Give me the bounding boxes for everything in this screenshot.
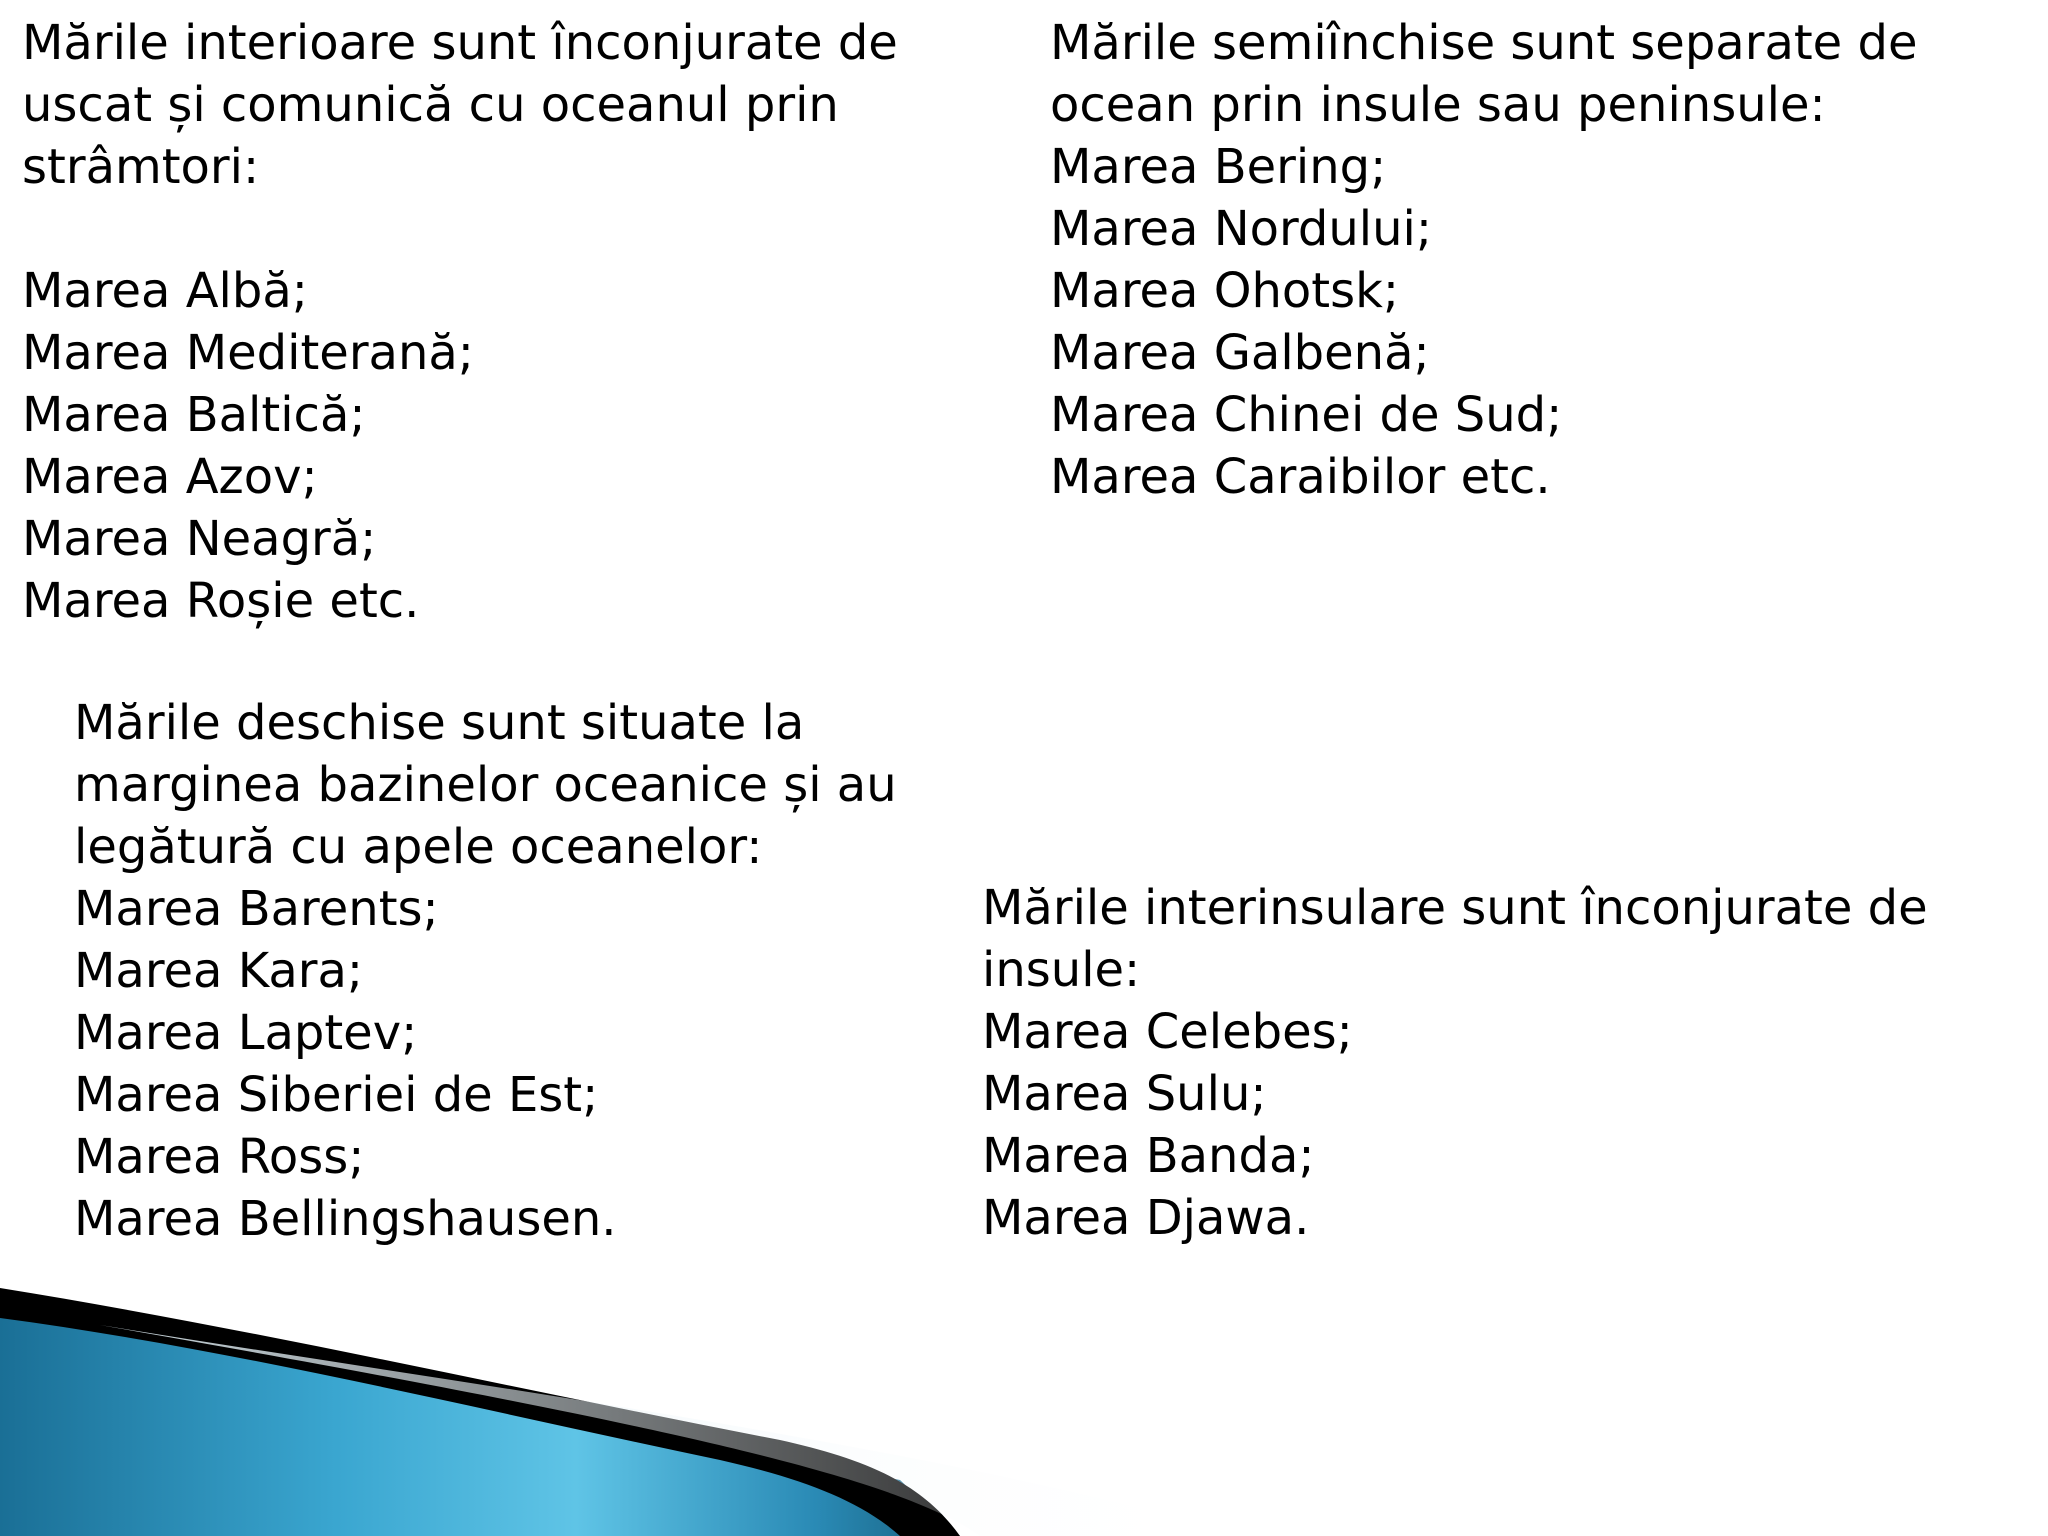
interior-seas-section — [22, 12, 898, 632]
interinsular-sea-item: Marea Sulu; — [982, 1066, 1267, 1122]
semi-closed-sea-item: Marea Ohotsk; — [1050, 263, 1400, 319]
interinsular-sea-item: Marea Banda; — [982, 1128, 1315, 1184]
interinsular-intro-line: Mările interinsulare sunt înconjurate de — [982, 880, 1928, 936]
interinsular-sea-item: Marea Celebes; — [982, 1004, 1353, 1060]
wave-blue-band — [0, 1300, 960, 1536]
open-intro-line: marginea bazinelor oceanice și au — [74, 757, 897, 813]
interior-intro-line: uscat și comunică cu oceanul prin — [22, 77, 839, 133]
wave-light-band — [100, 1325, 1250, 1536]
semi-closed-sea-item: Marea Galbenă; — [1050, 325, 1430, 381]
semi-closed-sea-item: Marea Chinei de Sud; — [1050, 387, 1563, 443]
semi-closed-seas-section — [1050, 12, 1917, 508]
open-intro-line: Mările deschise sunt situate la — [74, 695, 805, 751]
interinsular-sea-item: Marea Djawa. — [982, 1190, 1310, 1246]
semi-closed-sea-item: Marea Bering; — [1050, 139, 1387, 195]
interior-intro-line: strâmtori: — [22, 139, 260, 195]
open-sea-item: Marea Bellingshausen. — [74, 1191, 617, 1247]
open-intro-line: legătură cu apele oceanelor: — [74, 819, 763, 875]
interior-sea-item: Marea Neagră; — [22, 511, 377, 567]
open-sea-item: Marea Kara; — [74, 943, 364, 999]
semi-closed-intro-line: ocean prin insule sau peninsule: — [1050, 77, 1826, 133]
semi-closed-sea-item: Marea Nordului; — [1050, 201, 1433, 257]
interinsular-intro-line: insule: — [982, 942, 1141, 998]
open-sea-item: Marea Barents; — [74, 881, 439, 937]
semi-closed-intro-line: Mările semiînchise sunt separate de — [1050, 15, 1918, 71]
open-sea-item: Marea Laptev; — [74, 1005, 418, 1061]
interior-sea-item: Marea Mediterană; — [22, 325, 474, 381]
open-sea-item: Marea Ross; — [74, 1129, 365, 1185]
interior-sea-item: Marea Albă; — [22, 263, 308, 319]
interinsular-seas-section — [982, 877, 1928, 1249]
open-sea-item: Marea Siberiei de Est; — [74, 1067, 599, 1123]
interior-sea-item: Marea Roșie etc. — [22, 573, 420, 629]
open-seas-section — [74, 692, 897, 1250]
wave-black-swoosh — [0, 1288, 960, 1536]
semi-closed-sea-item: Marea Caraibilor etc. — [1050, 449, 1551, 505]
interior-sea-item: Marea Baltică; — [22, 387, 366, 443]
interior-sea-item: Marea Azov; — [22, 449, 318, 505]
interior-intro-line: Mările interioare sunt înconjurate de — [22, 15, 898, 71]
